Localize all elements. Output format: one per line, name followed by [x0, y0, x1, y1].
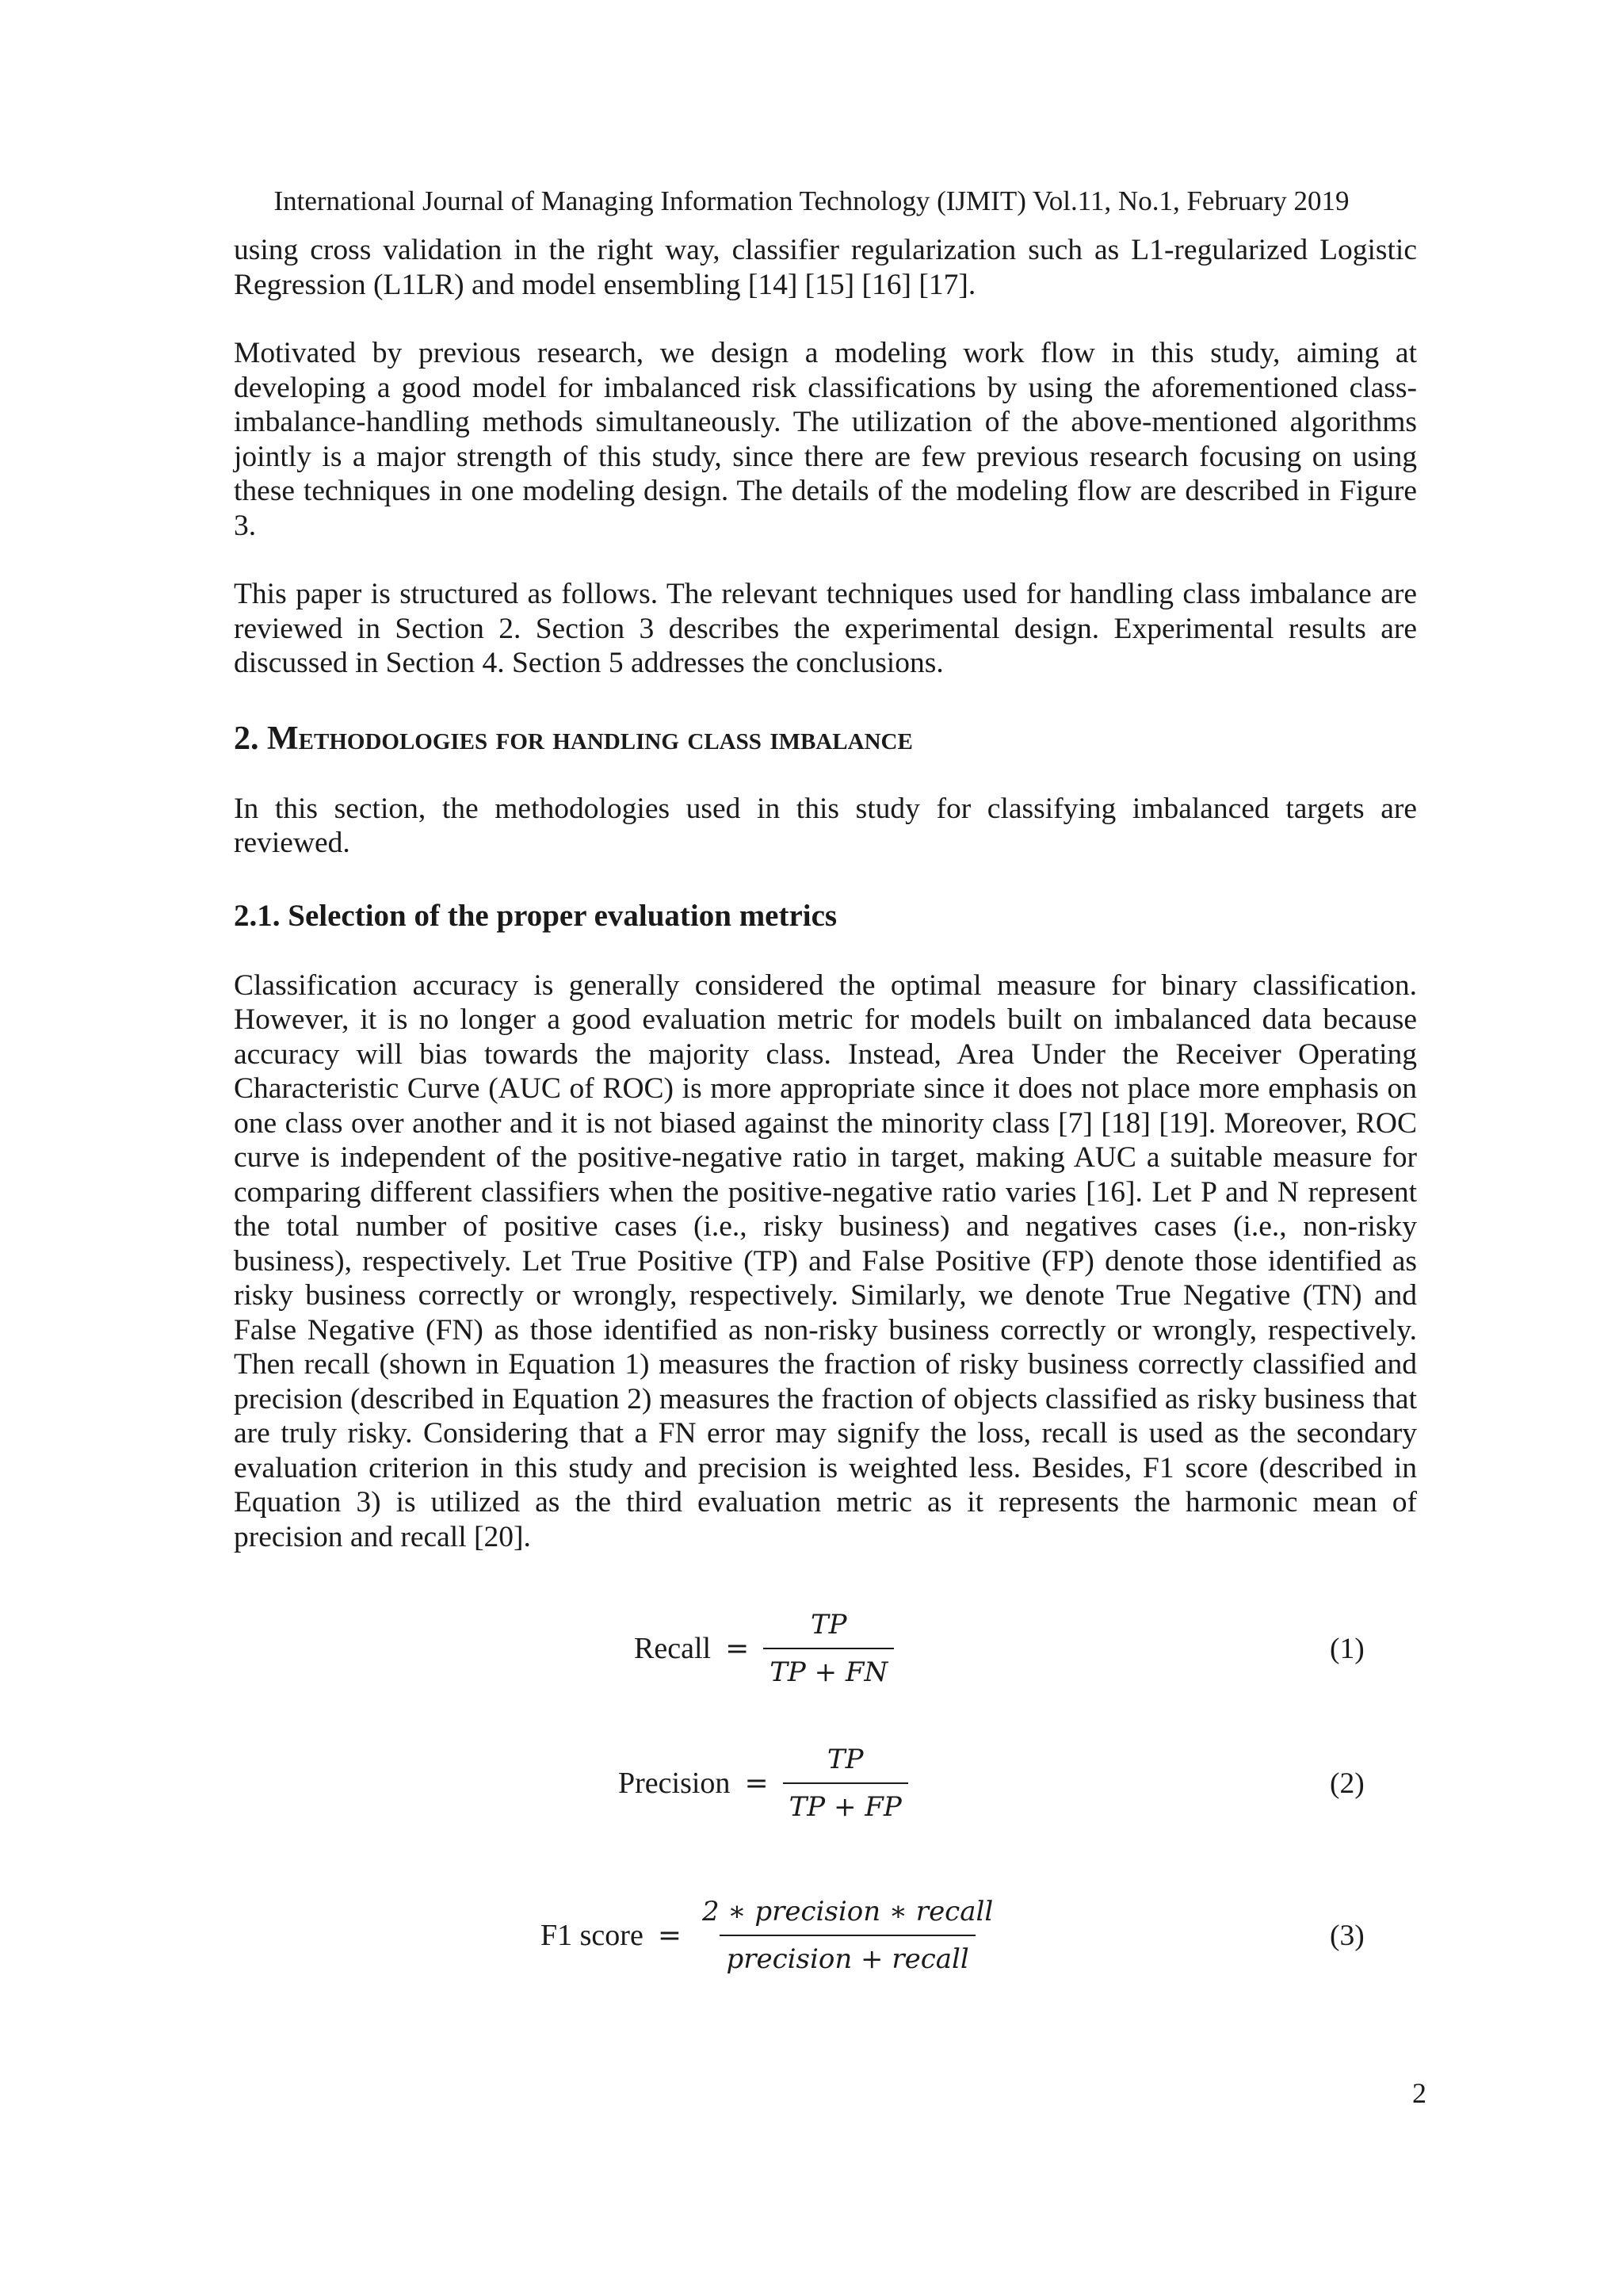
journal-header: International Journal of Managing Information Technology (IJMIT) Vol.11, No.1, February 2019 [273, 185, 1350, 216]
equation-label: Precision [618, 1767, 731, 1800]
equals-sign: = [657, 1919, 682, 1952]
equals-sign: = [744, 1767, 769, 1800]
denominator: TP + FN [763, 1648, 894, 1689]
denominator: TP + FP [783, 1782, 908, 1824]
equals-sign: = [725, 1632, 750, 1665]
fraction [696, 1895, 999, 1976]
numerator: TP [810, 1609, 847, 1641]
paragraph-1: using cross validation in the right way, classifier regularization such as L1-regularized Logistic Regression (L1LR) and model ensembling [14] [15] [16] [17]. [234, 234, 1417, 301]
equation-precision [0, 1736, 1623, 1831]
page-body [234, 233, 1417, 1554]
fraction [763, 1608, 894, 1689]
page-number: 2 [1412, 2077, 1426, 2109]
equation-recall [0, 1601, 1623, 1696]
fraction [783, 1743, 908, 1824]
equation-label: Recall [634, 1632, 712, 1665]
equation-number: (3) [1330, 1919, 1365, 1952]
numerator: TP [827, 1744, 864, 1775]
paragraph-2: Motivated by previous research, we design a modeling work flow in this study, aiming at developing a good model for imbalanced risk classifications by using the aforementioned class-imbalance-handling methods simultaneously. The utilization of the above-mentioned algorithms jointly is a major strength of this study, since there are few previous research focusing on using these techniques in one modeling design. The details of the modeling flow are described in Figure 3. [234, 337, 1417, 542]
equation-number: (1) [1330, 1632, 1365, 1665]
subsection-heading-2-1: 2.1. Selection of the proper evaluation metrics [234, 898, 838, 933]
equation-f1-score [0, 1888, 1623, 1983]
paragraph-3: This paper is structured as follows. The relevant techniques used for handling class imbalance are reviewed in Section 2. Section 3 describes the experimental design. Experimental results are discussed in Section 4. Section 5 addresses the conclusions. [234, 578, 1417, 679]
paragraph-5: Classification accuracy is generally considered the optimal measure for binary classification. However, it is no longer a good evaluation metric for models built on imbalanced data because accuracy will bias towards the majority class. Instead, Area Under the Receiver Operating Characteristic Curve (AUC of ROC) is more appropriate since it does not place more emphasis on one class over another and it is not biased against the minority class [7] [18] [19]. Moreover, ROC curve is independent of the positive-negative ratio in target, making AUC a suitable measure for comparing different classifiers when the positive-negative ratio varies [16]. Let P and N represent the total number of positive cases (i.e., risky business) and negatives cases (i.e., non-risky business), respectively. Let True Positive (TP) and False Positive (FP) denote those identified as risky business correctly or wrongly, respectively. Similarly, we denote True Negative (TN) and False Negative (FN) as those identified as non-risky business correctly or wrongly, respectively. Then recall (shown in Equation 1) measures the fraction of risky business correctly classified and precision (described in Equation 2) measures the fraction of objects classified as risky business that are truly risky. Considering that a FN error may signify the loss, recall is used as the secondary evaluation criterion in this study and precision is weighted less. Besides, F1 score (described in Equation 3) is utilized as the third evaluation metric as it represents the harmonic mean of precision and recall [20]. [234, 968, 1417, 1553]
denominator: precision + recall [720, 1935, 975, 1976]
paragraph-4: In this section, the methodologies used in this study for classifying imbalanced targets are reviewed. [234, 792, 1417, 859]
equation-label: F1 score [540, 1919, 643, 1952]
section-heading-2: 2. Methodologies for handling class imbalance [234, 720, 913, 757]
numerator: 2 ∗ precision ∗ recall [701, 1896, 994, 1927]
equation-number: (2) [1330, 1767, 1365, 1800]
